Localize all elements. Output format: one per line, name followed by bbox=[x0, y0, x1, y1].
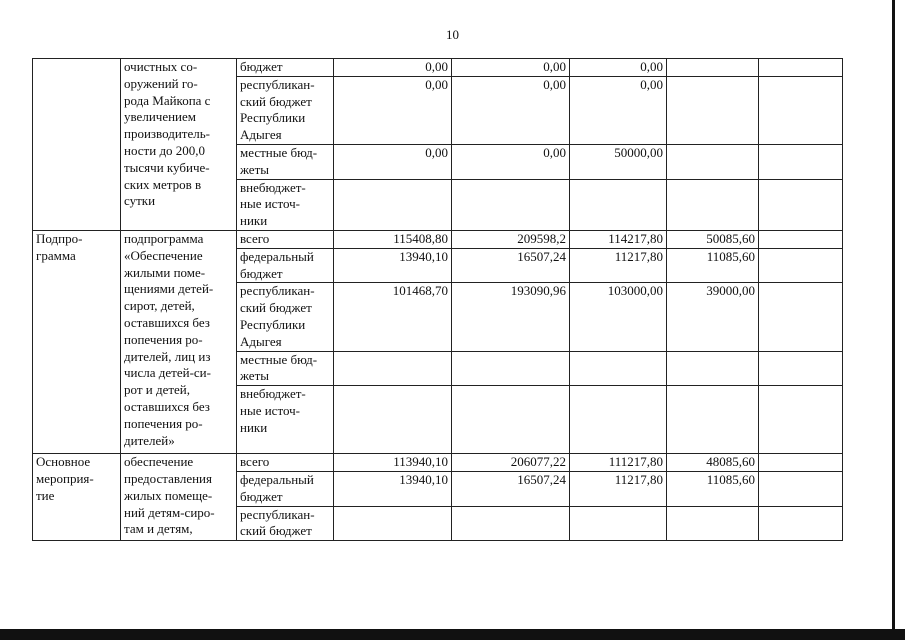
funding-source-cell: внебюджет- ные источ- ники bbox=[237, 179, 334, 230]
program-funding-table bbox=[32, 58, 843, 541]
amount-cell bbox=[570, 506, 667, 541]
funding-source-cell: местные бюд- жеты bbox=[237, 351, 334, 386]
amount-cell: 13940,10 bbox=[334, 248, 452, 283]
amount-cell bbox=[570, 179, 667, 230]
funding-source-cell: республикан- ский бюджет Республики Адыгея bbox=[237, 76, 334, 144]
amount-cell bbox=[667, 59, 759, 77]
amount-cell: 0,00 bbox=[452, 76, 570, 144]
amount-cell bbox=[667, 179, 759, 230]
amount-cell bbox=[759, 351, 843, 386]
table-row bbox=[33, 59, 843, 77]
program-type-cell: Подпро- грамма bbox=[33, 230, 121, 453]
program-name-cell: обеспечение предоставления жилых помеще- ний детям-сиро- там и детям, bbox=[121, 454, 237, 541]
amount-cell bbox=[759, 506, 843, 541]
amount-cell: 209598,2 bbox=[452, 230, 570, 248]
funding-source-cell: всего bbox=[237, 230, 334, 248]
amount-cell bbox=[759, 230, 843, 248]
amount-cell bbox=[667, 76, 759, 144]
amount-cell bbox=[759, 59, 843, 77]
amount-cell bbox=[667, 386, 759, 454]
amount-cell: 0,00 bbox=[452, 59, 570, 77]
amount-cell: 103000,00 bbox=[570, 283, 667, 351]
amount-cell: 0,00 bbox=[334, 144, 452, 179]
amount-cell bbox=[759, 454, 843, 472]
funding-source-cell: республикан- ский бюджет Республики Адыгея bbox=[237, 283, 334, 351]
amount-cell bbox=[452, 351, 570, 386]
amount-cell bbox=[570, 386, 667, 454]
amount-cell: 0,00 bbox=[334, 59, 452, 77]
amount-cell: 0,00 bbox=[570, 59, 667, 77]
amount-cell: 0,00 bbox=[452, 144, 570, 179]
scan-edge-right bbox=[892, 0, 895, 640]
amount-cell: 16507,24 bbox=[452, 471, 570, 506]
program-type-cell: Основное мероприя- тие bbox=[33, 454, 121, 541]
amount-cell: 11085,60 bbox=[667, 248, 759, 283]
amount-cell bbox=[759, 471, 843, 506]
scan-edge-bottom bbox=[0, 629, 905, 640]
table-row bbox=[33, 454, 843, 472]
amount-cell: 0,00 bbox=[570, 76, 667, 144]
amount-cell bbox=[667, 506, 759, 541]
amount-cell bbox=[759, 283, 843, 351]
amount-cell bbox=[759, 144, 843, 179]
amount-cell: 114217,80 bbox=[570, 230, 667, 248]
amount-cell bbox=[334, 386, 452, 454]
amount-cell bbox=[452, 386, 570, 454]
amount-cell bbox=[334, 179, 452, 230]
amount-cell: 48085,60 bbox=[667, 454, 759, 472]
page-number: 10 bbox=[446, 27, 459, 42]
amount-cell bbox=[334, 506, 452, 541]
amount-cell: 115408,80 bbox=[334, 230, 452, 248]
amount-cell bbox=[759, 179, 843, 230]
funding-source-cell: республикан- ский бюджет bbox=[237, 506, 334, 541]
amount-cell bbox=[667, 351, 759, 386]
amount-cell: 193090,96 bbox=[452, 283, 570, 351]
amount-cell: 101468,70 bbox=[334, 283, 452, 351]
amount-cell: 50000,00 bbox=[570, 144, 667, 179]
amount-cell: 13940,10 bbox=[334, 471, 452, 506]
funding-source-cell: федеральный бюджет bbox=[237, 248, 334, 283]
program-name-cell: подпрограмма «Обеспечение жилыми поме- щениями детей- сирот, детей, оставшихся без попечения ро- дителей, лиц из числа детей-си- рот и детей, оставшихся без попечения ро- дителей» bbox=[121, 230, 237, 453]
amount-cell bbox=[334, 351, 452, 386]
amount-cell: 111217,80 bbox=[570, 454, 667, 472]
amount-cell: 11085,60 bbox=[667, 471, 759, 506]
amount-cell: 39000,00 bbox=[667, 283, 759, 351]
funding-source-cell: внебюджет- ные источ- ники bbox=[237, 386, 334, 454]
amount-cell bbox=[759, 76, 843, 144]
funding-source-cell: бюджет bbox=[237, 59, 334, 77]
amount-cell: 50085,60 bbox=[667, 230, 759, 248]
program-type-cell bbox=[33, 59, 121, 231]
amount-cell bbox=[452, 506, 570, 541]
funding-source-cell: местные бюд- жеты bbox=[237, 144, 334, 179]
funding-source-cell: федеральный бюджет bbox=[237, 471, 334, 506]
amount-cell bbox=[452, 179, 570, 230]
amount-cell: 0,00 bbox=[334, 76, 452, 144]
amount-cell: 11217,80 bbox=[570, 248, 667, 283]
amount-cell bbox=[667, 144, 759, 179]
amount-cell: 113940,10 bbox=[334, 454, 452, 472]
amount-cell: 16507,24 bbox=[452, 248, 570, 283]
amount-cell bbox=[759, 386, 843, 454]
amount-cell: 206077,22 bbox=[452, 454, 570, 472]
table-row bbox=[33, 230, 843, 248]
amount-cell bbox=[759, 248, 843, 283]
program-name-cell: очистных со- оружений го- рода Майкопа с увеличением производитель- ности до 200,0 тысячи кубиче- ских метров в сутки bbox=[121, 59, 237, 231]
amount-cell: 11217,80 bbox=[570, 471, 667, 506]
amount-cell bbox=[570, 351, 667, 386]
funding-source-cell: всего bbox=[237, 454, 334, 472]
